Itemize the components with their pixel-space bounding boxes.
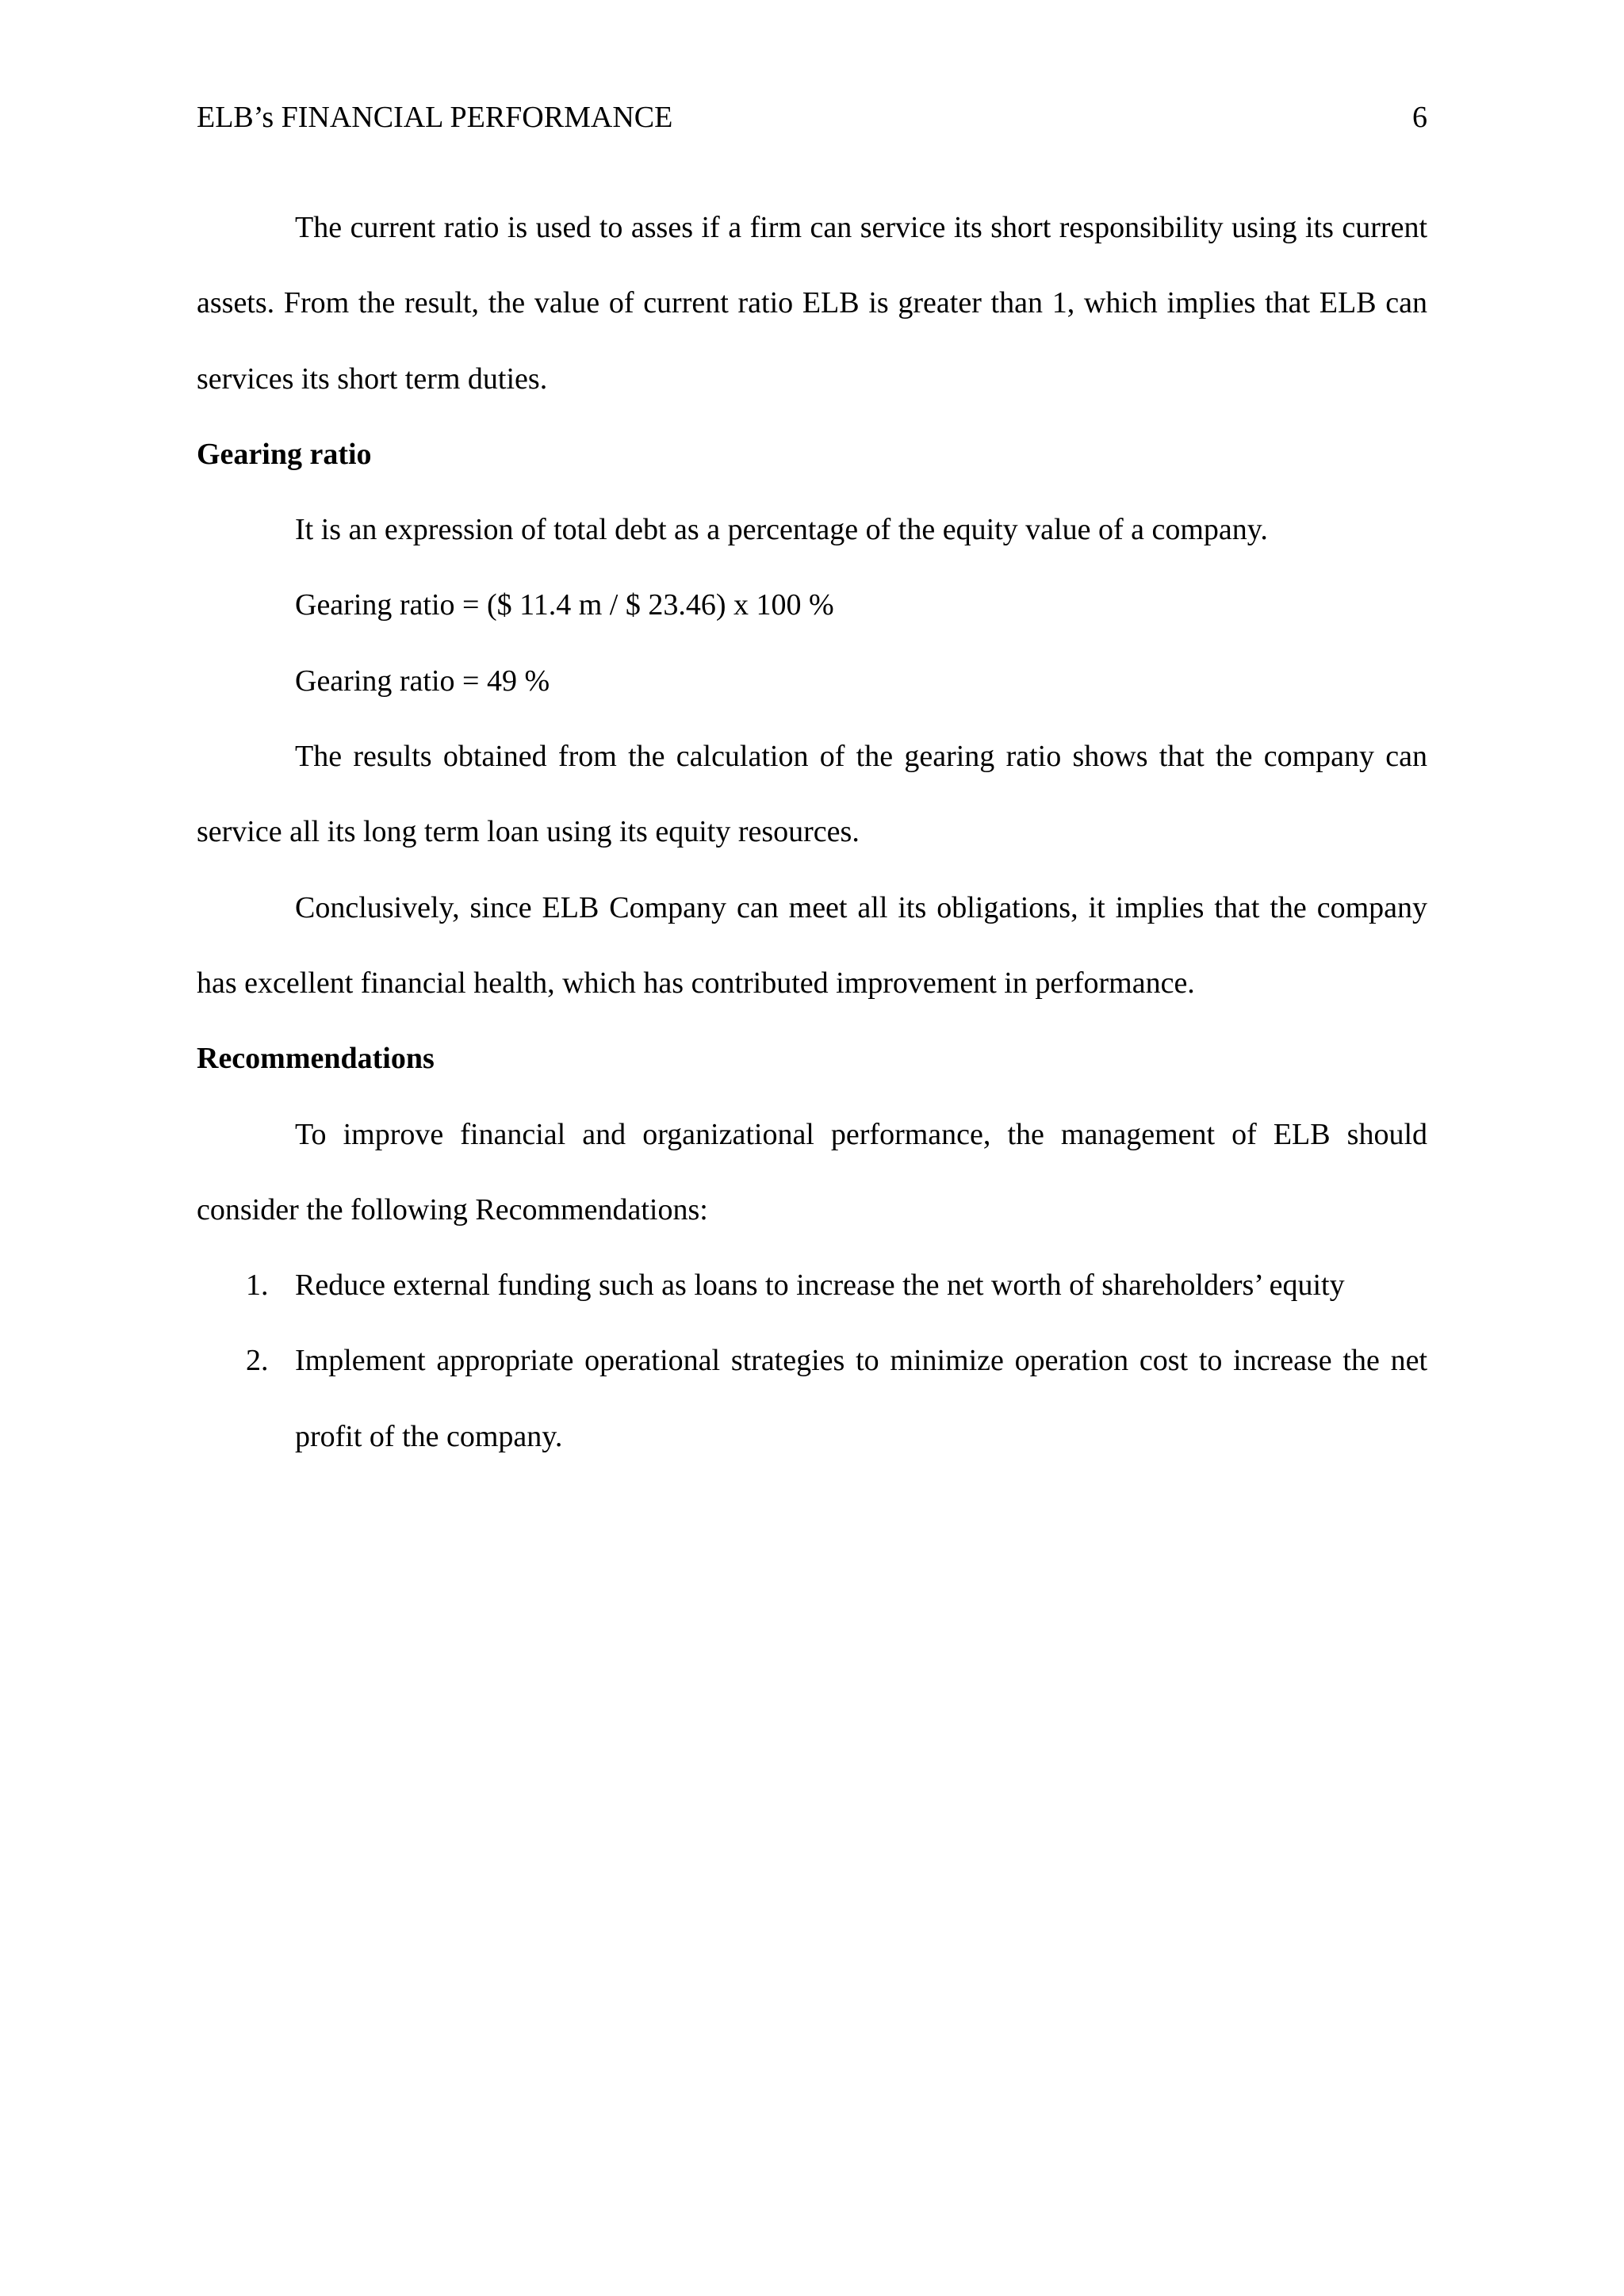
paragraph-gearing-results: The results obtained from the calculation of the gearing ratio shows that the company can service all its long term loan using its equity resources. [197,740,1427,849]
list-item-text: Reduce external funding such as loans to increase the net worth of shareholders’ equity [295,1269,1345,1303]
document-body [197,190,1427,1475]
paragraph-recommendations-intro: To improve financial and organizational performance, the management of ELB should consider the following Recommendations: [197,1117,1427,1226]
heading-recommendations: Recommendations [197,1042,435,1076]
gearing-formula: Gearing ratio = ($ 11.4 m / $ 23.46) x 100 % [295,588,834,622]
heading-gearing-ratio: Gearing ratio [197,437,372,471]
header-title: ELB’s FINANCIAL PERFORMANCE [197,101,673,134]
paragraph-conclusion: Conclusively, since ELB Company can meet all its obligations, it implies that the company has excellent financial health, which has contributed improvement in performance. [197,890,1427,1000]
page-number: 6 [1412,101,1427,134]
gearing-definition: It is an expression of total debt as a percentage of the equity value of a company. [295,513,1268,547]
list-item-text: Implement appropriate operational strategies to minimize operation cost to increase the net profit of the company. [295,1344,1427,1453]
paragraph-current-ratio: The current ratio is used to asses if a firm can service its short responsibility using its current assets. From the result, the value of current ratio ELB is greater than 1, which implies that ELB can services its short term duties. [197,211,1427,396]
list-item-number: 2. [246,1344,269,1378]
recommendations-list [197,1248,1427,1475]
list-item-number: 1. [246,1269,269,1303]
running-header [197,94,1427,141]
list-item [197,1248,1427,1323]
gearing-result: Gearing ratio = 49 % [295,664,550,698]
list-item [197,1323,1427,1475]
